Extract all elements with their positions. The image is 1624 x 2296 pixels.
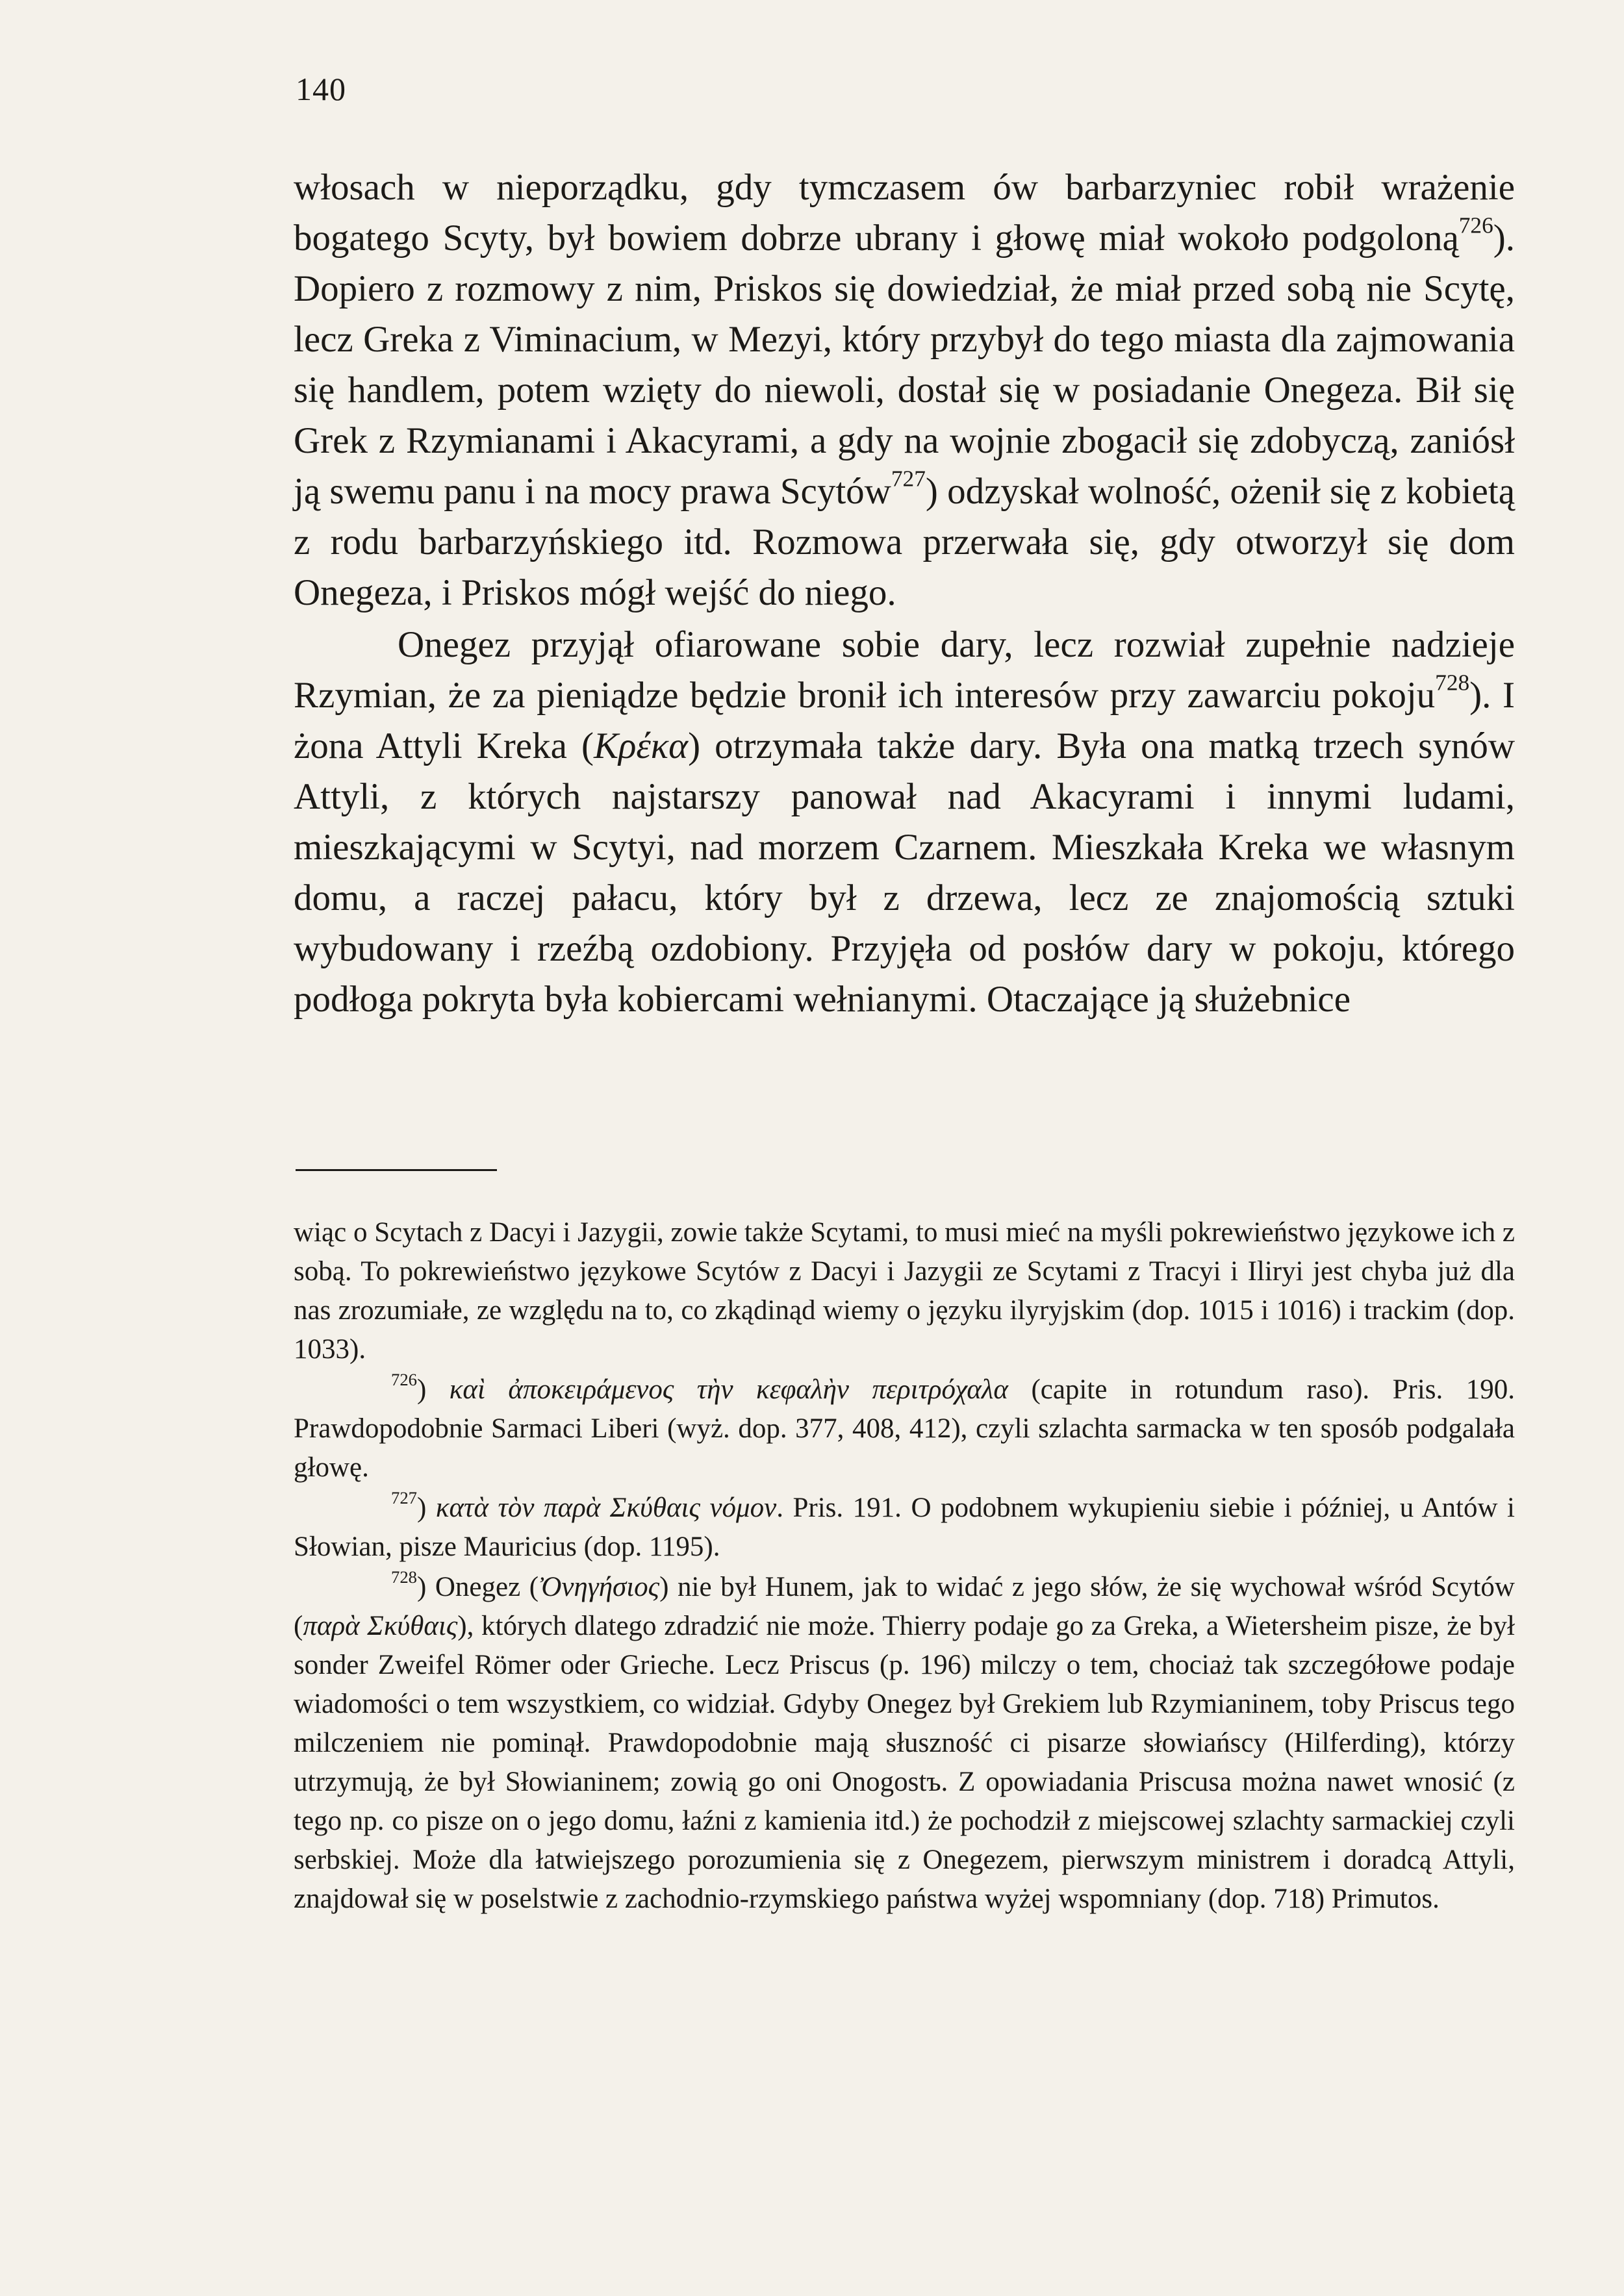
footnote-ref-727: 727 bbox=[891, 466, 926, 492]
text-run: ) odzyskał wolność, ożenił się z kobietą z rodu barbarzyńskiego itd. Rozmowa przerwała się, gdy otworzył się dom Onegeza, i Priskos mógł wejść do niego. bbox=[294, 471, 1515, 613]
greek-quote: κατὰ τὸν παρὰ Σκύθαις νόμον bbox=[435, 1493, 777, 1523]
footnote-text: ), których dlatego zdradzić nie może. Thierry podaje go za Greka, a Wietersheim pisze, że był sonder Zweifel Römer oder Grieche. Lecz Priscus (p. 196) milczy o tem, chociaż tak szczegółowe podaje wiadomości o tem wszystkiem, co widział. Gdyby Onegez był Grekiem lub Rzymianinem, toby Priscus tego milczeniem nie pominął. Prawdopodobnie mają słuszność ci pisarze słowiańscy (Hilferding), którzy utrzymują, że był Słowianinem; zowią go oni Onogostъ. Z opowiadania Priscusa można nawet wnosić (z tego np. co pisze on o jego domu, łaźni z kamienia itd.) że pochodził z miejscowej szlachty sarmackiej czyli serbskiej. Może dla łatwiejszego porozumienia się z Onegezem, pierwszym ministrem i doradcą Attyli, znajdował się w poselstwie z zachodnio-rzymskiego państwa wyżej wspomniany (dop. 718) Primutos. bbox=[294, 1611, 1515, 1914]
footnote-text: Onegez ( bbox=[435, 1572, 539, 1602]
greek-quote: παρὰ Σκύθαις bbox=[303, 1611, 458, 1641]
footnote-ref-726: 726 bbox=[1458, 212, 1493, 238]
greek-quote: καὶ ἀποκειράμενος τὴν κεφαλὴν περιτρόχαλα bbox=[449, 1374, 1008, 1405]
footnote-continuation: wiąc o Scytach z Dacyi i Jazygii, zowie także Scytami, to musi mieć na myśli pokrewieństwo językowe ich z sobą. To pokrewieństwo językowe Scytów z Dacyi i Jazygii ze Scytami z Tracyi i Iliryi jest chyba już dla nas zrozumiałe, ze względu na to, co zkądinąd wiemy o języku ilyryjskim (dop. 1015 i 1016) i trackim (dop. 1033). bbox=[294, 1217, 1515, 1365]
text-run: ). Dopiero z rozmowy z nim, Priskos się dowiedział, że miał przed sobą nie Scytę, lecz Greka z Viminacium, w Mezyi, który przybył do tego miasta dla zajmowania się handlem, potem wzięty do niewoli, dostał się w posiadanie Onegeza. Bił się Grek z Rzymianami i Akacyrami, a gdy na wojnie zbogacił się zdobyczą, zaniósł ją swemu panu i na mocy prawa Scytów bbox=[294, 218, 1515, 512]
text-run: ) otrzymała także dary. Była ona matką trzech synów Attyli, z których najstarszy panował nad Akacyrami i innymi ludami, mieszkającymi w Scytyi, nad morzem Czarnem. Mieszkała Kreka we własnym domu, a raczej pałacu, który był z drzewa, lecz ze znajomością sztuki wybudowany i rzeźbą ozdobiony. Przyjęła od posłów dary w pokoju, którego podłoga pokryta była kobiercami wełnianymi. Otaczające ją służebnice bbox=[294, 725, 1515, 1020]
footnote-divider bbox=[296, 1169, 497, 1171]
greek-word: Κρέκα bbox=[593, 725, 689, 766]
footnote-text: ) nie był Hunem, jak to widać z jego słów, że się wychował wśród Scytów ( bbox=[294, 1572, 1515, 1641]
footnote-number: 728 bbox=[391, 1567, 417, 1587]
footnote-text: . Pris. 191. O podobnem wykupieniu siebie i później, u Antów i Słowian, pisze Mauricius (dop. 1195). bbox=[294, 1493, 1515, 1562]
footnote-text: (capite in rotundum raso). Pris. 190. Prawdopodobnie Sarmaci Liberi (wyż. dop. 377, 408, 412), czyli szlachta sarmacka w ten sposób podgalała głowę. bbox=[294, 1374, 1515, 1483]
footnote-727: $^{727}$) κατὰ τὸν παρὰ Σκύθαις νόμον. Pris. 191. O podobnem wykupieniu siebie i później, u Antów i Słowian, pisze Mauricius (dop. 1195). bbox=[294, 1488, 1515, 1562]
footnotes bbox=[294, 1213, 1515, 1919]
body-text bbox=[294, 162, 1515, 1025]
text-run: ). I żona Attyli Kreka ( bbox=[294, 675, 1515, 766]
footnote-ref-728: 728 bbox=[1435, 670, 1470, 696]
greek-quote: Ὀνηγήσιος bbox=[539, 1572, 660, 1602]
footnote-728: $^{728}$) Onegez (Ὀνηγήσιος) nie był Hunem, jak to widać z jego słów, że się wychował wśród Scytów (παρὰ Σκύθαις), których dlatego zdradzić nie może. Thierry podaje go za Greka, a Wietersheim pisze, że był sonder Zweifel Römer oder Grieche. Lecz Priscus (p. 196) milczy o tem, chociaż tak szczegółowe podaje wiadomości o tem wszystkiem, co widział. Gdyby Onegez był Grekiem lub Rzymianinem, toby Priscus tego milczeniem nie pominął. Prawdopodobnie mają słuszność ci pisarze słowiańscy (Hilferding), którzy utrzymują, że był Słowianinem; zowią go oni Onogostъ. Z opowiadania Priscusa można nawet wnosić (z tego np. co pisze on o jego domu, łaźni z kamienia itd.) że pochodził z miejscowej szlachty sarmackiej czyli serbskiej. Może dla łatwiejszego porozumienia się z Onegezem, pierwszym ministrem i doradcą Attyli, znajdował się w poselstwie z zachodnio-rzymskiego państwa wyżej wspomniany (dop. 718) Primutos. bbox=[294, 1567, 1515, 1914]
page-number: 140 bbox=[296, 71, 346, 107]
paragraph-2 bbox=[294, 620, 1515, 1025]
paragraph-1 bbox=[294, 162, 1515, 618]
text-run: włosach w nieporządku, gdy tymczasem ów barbarzyniec robił wrażenie bogatego Scyty, był bowiem dobrze ubrany i głowę miał wokoło podgoloną bbox=[294, 167, 1515, 259]
footnote-726: $^{726}$) καὶ ἀποκειράμενος τὴν κεφαλὴν περιτρόχαλα (capite in rotundum raso). Pris. 190. Prawdopodobnie Sarmaci Liberi (wyż. dop. 377, 408, 412), czyli szlachta sarmacka w ten sposób podgalała głowę. bbox=[294, 1370, 1515, 1483]
footnote-number: 727 bbox=[391, 1488, 417, 1508]
footnote-number: 726 bbox=[391, 1370, 417, 1390]
text-run: Onegez przyjął ofiarowane sobie dary, lecz rozwiał zupełnie nadzieje Rzymian, że za pieniądze będzie bronił ich interesów przy zawarciu pokoju bbox=[294, 624, 1515, 716]
